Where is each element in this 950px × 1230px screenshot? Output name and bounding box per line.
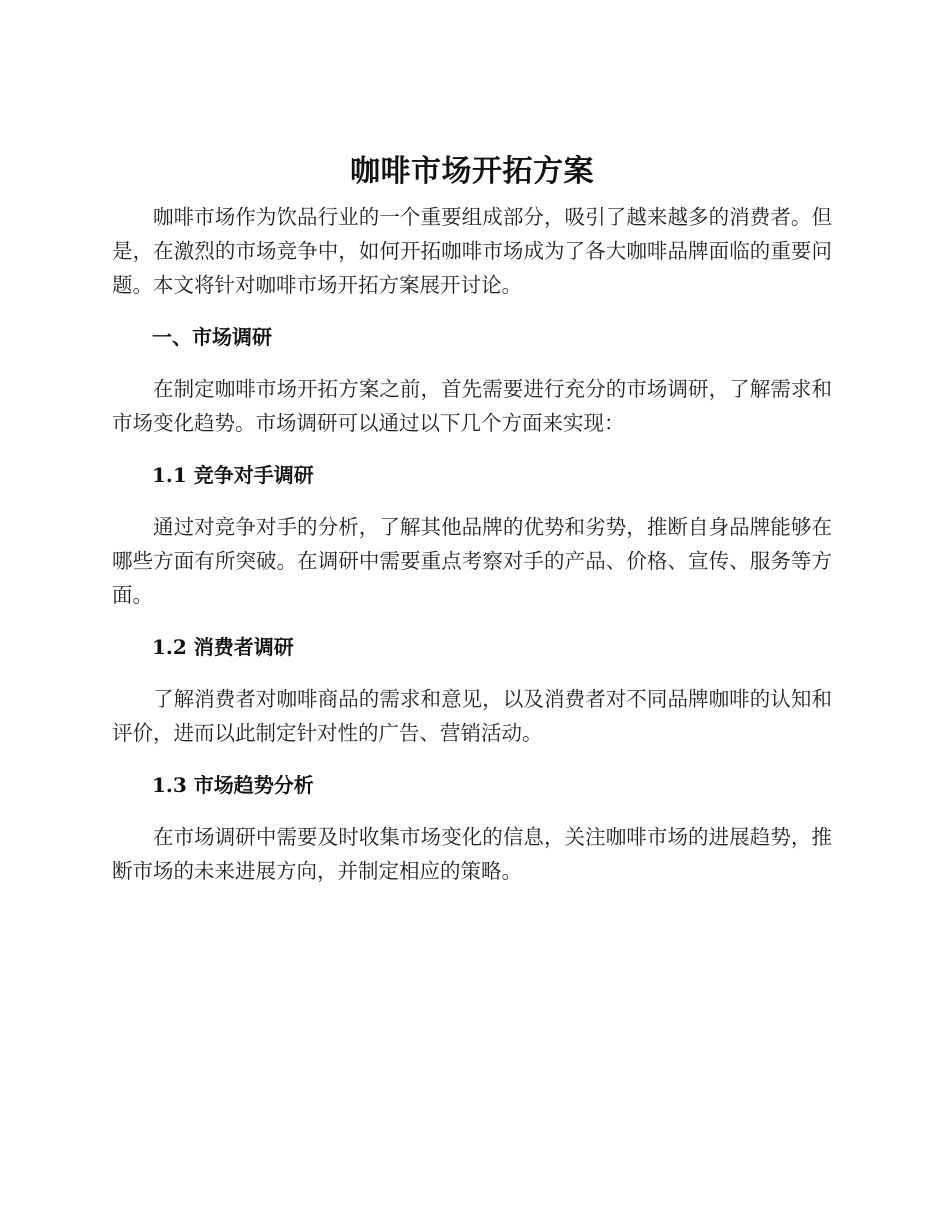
document-title: 咖啡市场开拓方案 — [350, 154, 594, 189]
subsection-paragraph-consumer-research: 了解消费者对咖啡商品的需求和意见，以及消费者对不同品牌咖啡的认知和评价，进而以此制定针对性的广告、营销活动。 — [112, 687, 832, 745]
section-paragraph-market-research: 在制定咖啡市场开拓方案之前，首先需要进行充分的市场调研，了解需求和市场变化趋势。市场调研可以通过以下几个方面来实现： — [112, 377, 832, 435]
intro-paragraph: 咖啡市场作为饮品行业的一个重要组成部分，吸引了越来越多的消费者。但是，在激烈的市场竞争中，如何开拓咖啡市场成为了各大咖啡品牌面临的重要问题。本文将针对咖啡市场开拓方案展开讨论。 — [112, 205, 832, 297]
subsection-heading-consumer-research: 1.2 消费者调研 — [152, 635, 294, 659]
subsection-paragraph-market-trend: 在市场调研中需要及时收集市场变化的信息，关注咖啡市场的进展趋势，推断市场的未来进展方向，并制定相应的策略。 — [112, 825, 832, 883]
subsection-heading-competitor-research: 1.1 竞争对手调研 — [152, 463, 314, 487]
document-page — [112, 150, 832, 888]
subsection-heading-market-trend: 1.3 市场趋势分析 — [152, 773, 314, 797]
subsection-paragraph-competitor-research: 通过对竞争对手的分析，了解其他品牌的优势和劣势，推断自身品牌能够在哪些方面有所突破。在调研中需要重点考察对手的产品、价格、宣传、服务等方面。 — [112, 515, 832, 607]
section-heading-market-research: 一、市场调研 — [152, 325, 272, 349]
